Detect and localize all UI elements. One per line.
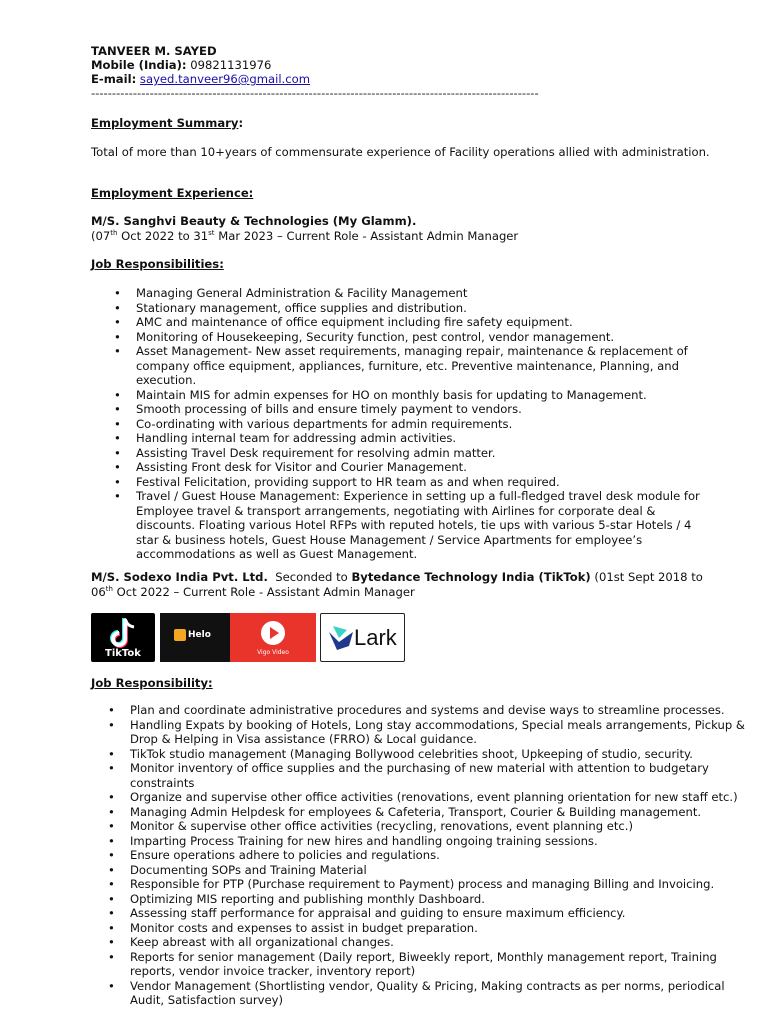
list-item: • Keep abreast with all organizational changes. bbox=[104, 935, 754, 950]
mobile-label: Mobile (India): bbox=[91, 58, 187, 72]
client-logos bbox=[91, 613, 405, 662]
list-item: • Ensure operations adhere to policies and regulations. bbox=[104, 848, 754, 863]
email-link[interactable]: sayed.tanveer96@gmail.com bbox=[139, 72, 310, 86]
list-item: • Vendor Management (Shortlisting vendor, Quality & Pricing, Making contracts as per norms, periodical Audit, Satisfaction survey) bbox=[104, 979, 754, 1008]
list-item: • Assisting Front desk for Visitor and Courier Management. bbox=[110, 460, 710, 475]
list-item: • Handling Expats by booking of Hotels, Long stay accommodations, Special meals arrangements, Pickup & Drop & Helping in Visa assistance (FRRO) & Local guidance. bbox=[104, 718, 754, 747]
experience-heading: Employment Experience: bbox=[91, 186, 254, 200]
list-item: • Assessing staff performance for appraisal and guiding to ensure maximum efficiency. bbox=[104, 906, 754, 921]
helo-logo bbox=[160, 613, 230, 662]
list-item: • Stationary management, office supplies and distribution. bbox=[110, 301, 710, 316]
list-item: • Festival Felicitation, providing support to HR team as and when required. bbox=[110, 475, 710, 490]
mobile-value: 09821131976 bbox=[190, 58, 272, 72]
list-item: • Imparting Process Training for new hires and handling ongoing training sessions. bbox=[104, 834, 754, 849]
list-item: • Managing Admin Helpdesk for employees & Cafeteria, Transport, Courier & Building management. bbox=[104, 805, 754, 820]
list-item: • Co-ordinating with various departments for admin requirements. bbox=[110, 417, 710, 432]
job1-resp-heading: Job Responsibilities: bbox=[91, 257, 224, 271]
candidate-name: TANVEER M. SAYED bbox=[91, 44, 217, 58]
job2-responsibility-list bbox=[104, 703, 754, 1008]
list-item: • Monitor costs and expenses to assist in budget preparation. bbox=[104, 921, 754, 936]
separator-line: ----------------------------------------------------------------------------------------------------------- bbox=[91, 86, 539, 100]
list-item: • Monitoring of Housekeeping, Security function, pest control, vendor management. bbox=[110, 330, 710, 345]
list-item: • Documenting SOPs and Training Material bbox=[104, 863, 754, 878]
job2-company: M/S. Sodexo India Pvt. Ltd. bbox=[91, 570, 268, 584]
lark-bird-icon bbox=[325, 614, 355, 663]
list-item: • Responsible for PTP (Purchase requirement to Payment) process and managing Billing and Invoicing. bbox=[104, 877, 754, 892]
email-line bbox=[91, 72, 310, 87]
job1-period: (07th Oct 2022 to 31st Mar 2023 – Current Role - Assistant Admin Manager bbox=[91, 229, 519, 243]
email-label: E-mail: bbox=[91, 72, 137, 86]
list-item: • TikTok studio management (Managing Bollywood celebrities shoot, Upkeeping of studio, security. bbox=[104, 747, 754, 762]
job1-responsibility-list bbox=[110, 286, 710, 562]
list-item: • Asset Management- New asset requirements, managing repair, maintenance & replacement of company office equipment, appliances, furniture, etc. Preventive maintenance, Planning, and execution. bbox=[110, 344, 710, 388]
list-item: • Travel / Guest House Management: Experience in setting up a full-fledged travel desk module for Employee travel & transport arrangements, negotiating with Airlines for corporate deal & discounts. Floating various Hotel RFPs with reputed hotels, tie ups with various 5-star Hotels / 4 star & business hotels, Guest House Management / Service Apartments for employee’s accommodations as well as Guest Management. bbox=[110, 489, 710, 562]
job2-period: 06th Oct 2022 – Current Role - Assistant Admin Manager bbox=[91, 585, 415, 599]
list-item: • Handling internal team for addressing admin activities. bbox=[110, 431, 710, 446]
list-item: • Monitor & supervise other office activities (recycling, renovations, event planning etc.) bbox=[104, 819, 754, 834]
job2-client: Bytedance Technology India (TikTok) bbox=[351, 570, 591, 584]
helo-square-icon bbox=[174, 629, 186, 641]
list-item: • Managing General Administration & Facility Management bbox=[110, 286, 710, 301]
summary-heading: Employment Summary: bbox=[91, 116, 244, 130]
lark-label: Lark bbox=[354, 625, 397, 650]
vigo-logo bbox=[230, 613, 316, 662]
list-item: • Assisting Travel Desk requirement for resolving admin matter. bbox=[110, 446, 710, 461]
list-item: • Smooth processing of bills and ensure timely payment to vendors. bbox=[110, 402, 710, 417]
list-item: • AMC and maintenance of office equipment including fire safety equipment. bbox=[110, 315, 710, 330]
job2-resp-heading: Job Responsibility: bbox=[91, 676, 213, 690]
list-item: • Optimizing MIS reporting and publishing monthly Dashboard. bbox=[104, 892, 754, 907]
summary-text: Total of more than 10+years of commensurate experience of Facility operations allied with administration. bbox=[91, 145, 710, 159]
lark-logo bbox=[320, 613, 405, 662]
helo-vigo-logo bbox=[160, 613, 316, 662]
list-item: • Organize and supervise other office activities (renovations, event planning orientation for new staff etc.) bbox=[104, 790, 754, 805]
mobile-line bbox=[91, 58, 271, 73]
job1-company: M/S. Sanghvi Beauty & Technologies (My Glamm). bbox=[91, 214, 417, 228]
tiktok-label: TikTok bbox=[105, 648, 141, 659]
list-item: • Monitor inventory of office supplies and the purchasing of new material with attention to budgetary constraints bbox=[104, 761, 754, 790]
helo-label: Helo bbox=[188, 630, 211, 640]
list-item: • Plan and coordinate administrative procedures and systems and devise ways to streamline processes. bbox=[104, 703, 754, 718]
list-item: • Reports for senior management (Daily report, Biweekly report, Monthly management report, Training reports, vendor invoice tracker, inventory report) bbox=[104, 950, 754, 979]
vigo-label: Vigo Video bbox=[257, 649, 289, 656]
job2-line1: M/S. Sodexo India Pvt. Ltd. Seconded to Bytedance Technology India (TikTok) (01st Sept 2018 to bbox=[91, 570, 703, 584]
list-item: • Maintain MIS for admin expenses for HO on monthly basis for updating to Management. bbox=[110, 388, 710, 403]
tiktok-logo bbox=[91, 613, 155, 662]
